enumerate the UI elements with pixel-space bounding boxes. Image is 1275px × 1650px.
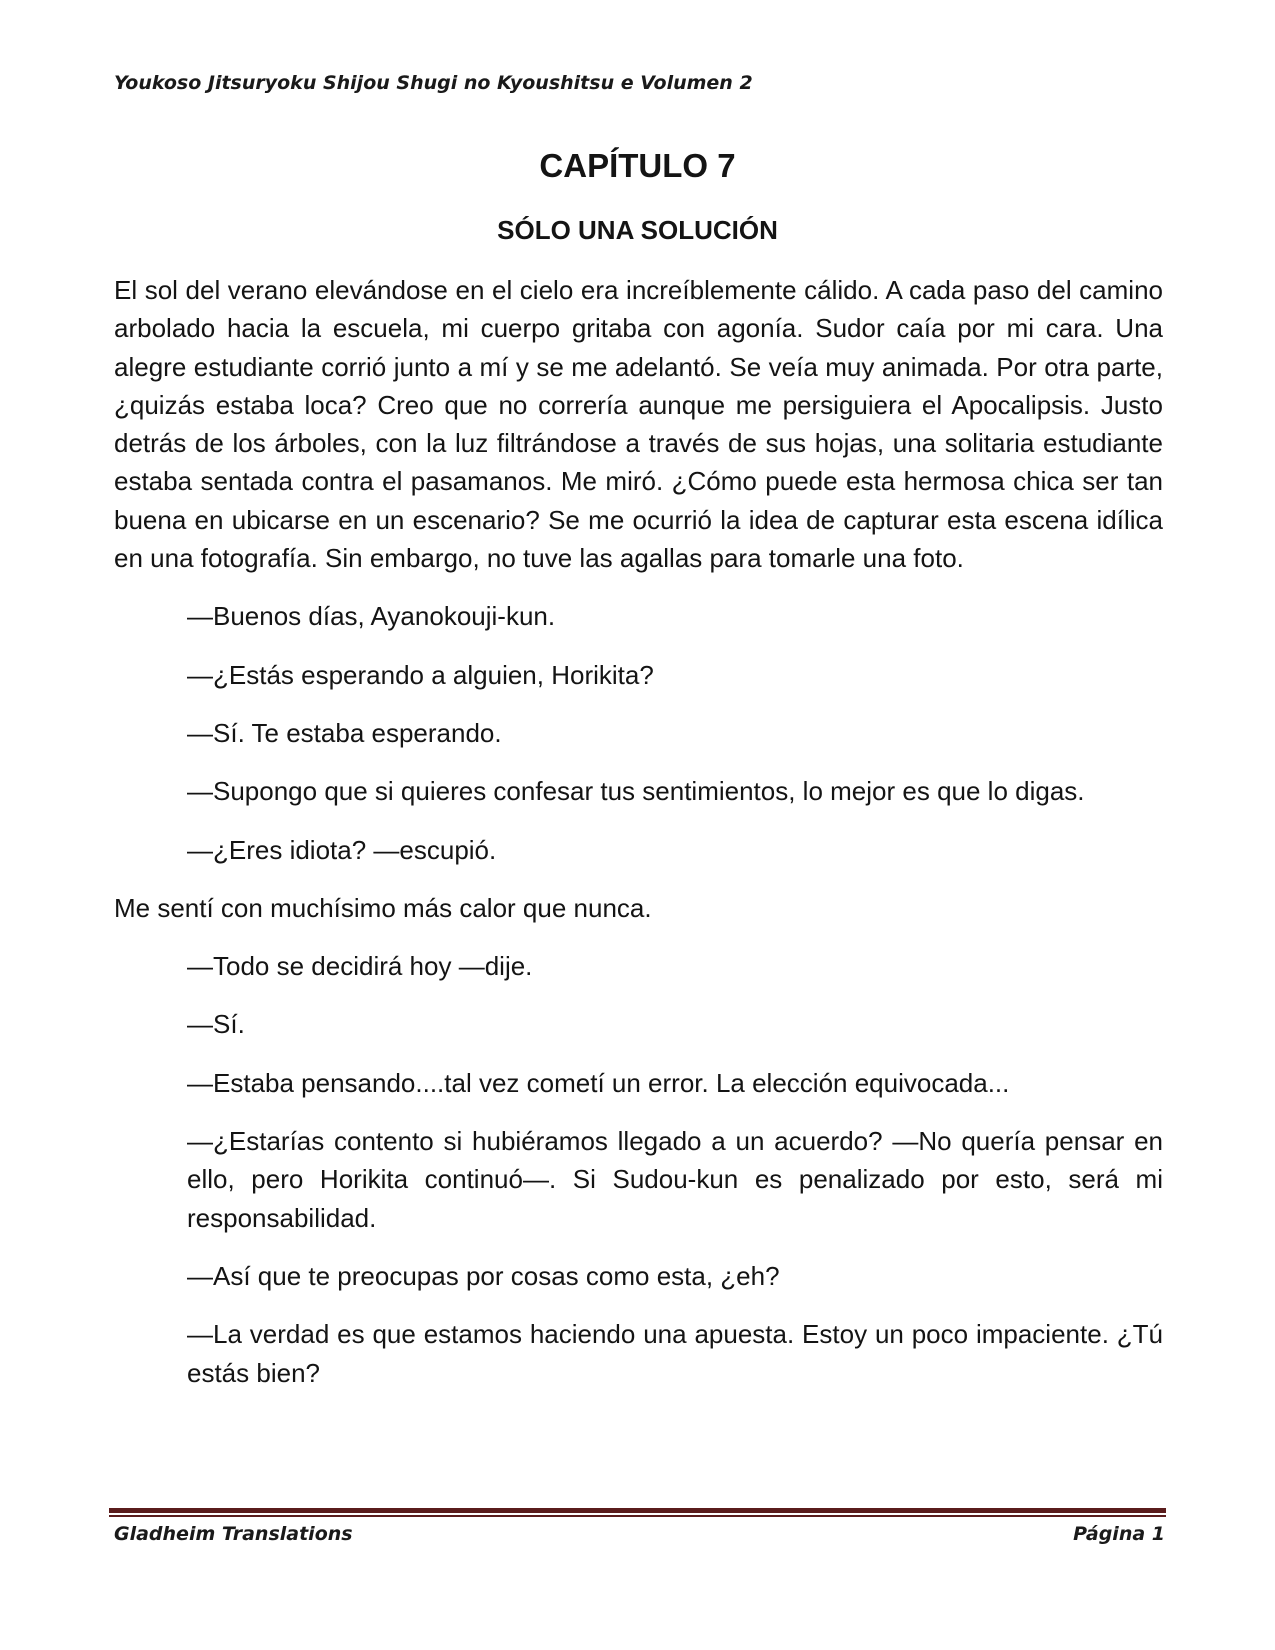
chapter-subtitle: SÓLO UNA SOLUCIÓN [497,215,778,245]
chapter-title: CAPÍTULO 7 [539,147,736,184]
dialogue-paragraph: —Estaba pensando....tal vez cometí un error. La elección equivocada... [187,1067,1010,1098]
running-header: Youkoso Jitsuryoku Shijou Shugi no Kyoushitsu e Volumen 2 [114,72,753,94]
dialogue-paragraph: —La verdad es que estamos haciendo una apuesta. Estoy un poco impaciente. ¿Tú estás bien? [187,1319,1163,1388]
footer-translator: Gladheim Translations [114,1523,353,1545]
chapter-body [114,271,1163,1412]
footer-divider [109,1508,1166,1517]
dialogue-paragraph: —Sí. [187,1009,245,1040]
dialogue-paragraph: —Sí. Te estaba esperando. [187,717,502,748]
dialogue-paragraph: —Supongo que si quieres confesar tus sentimientos, lo mejor es que lo digas. [187,776,1085,807]
narration-paragraph: El sol del verano elevándose en el cielo era increíblemente cálido. A cada paso del camino arbolado hacia la escuela, mi cuerpo gritaba con agonía. Sudor caía por mi cara. Una alegre estudiante corrió junto a mí y se me adelantó. Se veía muy animada. Por otra parte, ¿quizás estaba loca? Creo que no correría aunque me persiguiera el Apocalipsis. Justo detrás de los árboles, con la luz filtrándose a través de sus hojas, una solitaria estudiante estaba sentada contra el pasamanos. Me miró. ¿Cómo puede esta hermosa chica ser tan buena en ubicarse en un escenario? Se me ocurrió la idea de capturar esta escena idílica en una fotografía. Sin embargo, no tuve las agallas para tomarle una foto. [114,275,1163,574]
dialogue-paragraph: —¿Estarías contento si hubiéramos llegado a un acuerdo? —No quería pensar en ello, pero Horikita continuó—. Si Sudou-kun es penalizado por esto, será mi responsabilidad. [187,1126,1163,1233]
dialogue-paragraph: —¿Estás esperando a alguien, Horikita? [187,659,654,690]
dialogue-paragraph: —¿Eres idiota? —escupió. [187,834,497,865]
dialogue-paragraph: —Buenos días, Ayanokouji-kun. [187,601,556,632]
narration-paragraph: Me sentí con muchísimo más calor que nunca. [114,892,652,923]
dialogue-paragraph: —Así que te preocupas por cosas como esta, ¿eh? [187,1260,780,1291]
page-number: Página 1 [1073,1523,1165,1545]
dialogue-paragraph: —Todo se decidirá hoy —dije. [187,951,533,982]
